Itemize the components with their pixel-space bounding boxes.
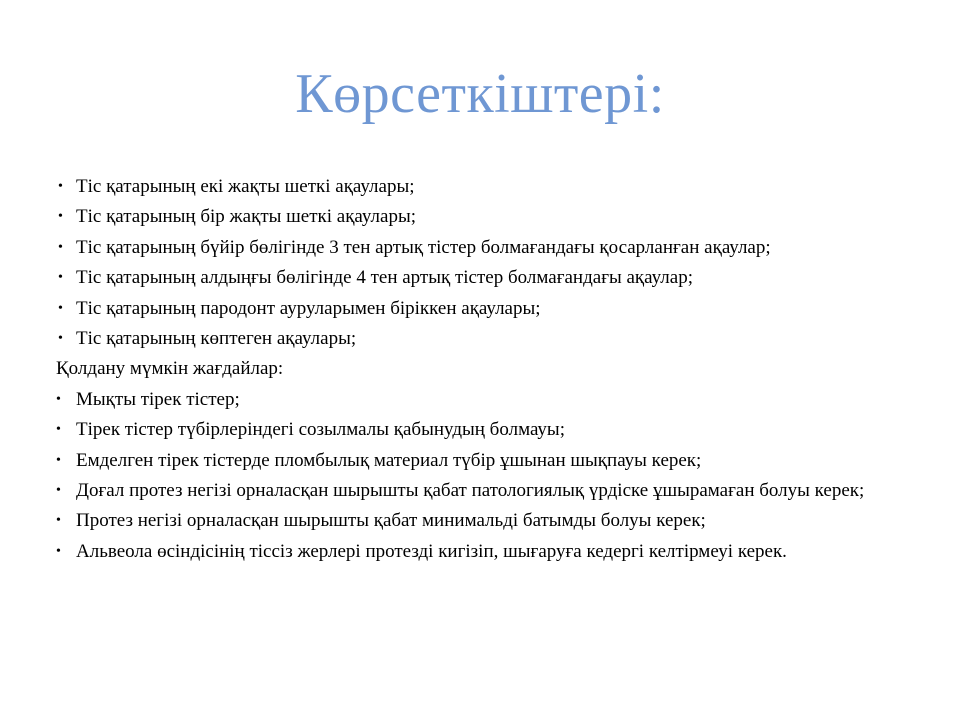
bullet-icon: • <box>58 300 63 316</box>
bullet-icon: • <box>56 422 61 438</box>
list-item-text: Тірек тістер түбірлеріндегі созылмалы қабынудың болмауы; <box>76 419 565 441</box>
list-item-text: Альвеола өсіндісінің тіссіз жерлері протезді кигізіп, шығаруға кедергі келтірмеуі керек. <box>76 540 787 562</box>
list-item-text: Тіс қатарының екі жақты шеткі ақаулары; <box>76 176 415 197</box>
list-item <box>56 478 916 504</box>
list-item-text: Протез негізі орналасқан шырышты қабат минимальді батымды болуы керек; <box>76 510 706 532</box>
list-item-text: Тіс қатарының бір жақты шеткі ақаулары; <box>76 206 417 228</box>
list-item-text: Доғал протез негізі орналасқан шырышты қабат патологиялық үрдіске ұшырамаған болуы керек; <box>76 479 865 501</box>
bullet-icon: • <box>58 239 63 255</box>
bullet-icon: • <box>56 513 61 529</box>
indications-list <box>56 174 916 352</box>
list-item-text: Мықты тірек тістер; <box>76 388 240 410</box>
conditions-heading: Қолдану мүмкін жағдайлар: <box>56 358 284 380</box>
bullet-icon: • <box>58 330 63 346</box>
list-item-text: Тіс қатарының бүйір бөлігінде 3 тен артық тістер болмағандағы қосарланған ақаулар; <box>76 236 771 258</box>
list-item-text: Емделген тірек тістерде пломбылық материал түбір ұшынан шықпауы керек; <box>76 449 702 471</box>
list-item <box>56 508 916 534</box>
list-item <box>56 265 916 291</box>
bullet-icon: • <box>56 391 61 407</box>
bullet-icon: • <box>58 270 63 286</box>
slide-content <box>56 174 916 569</box>
bullet-icon: • <box>58 209 63 225</box>
list-item <box>56 174 916 200</box>
list-item <box>56 235 916 261</box>
list-item-text: Тіс қатарының көптеген ақаулары; <box>76 327 357 349</box>
bullet-icon: • <box>58 179 63 194</box>
list-item-text: Тіс қатарының пародонт ауруларымен біріккен ақаулары; <box>76 297 541 319</box>
list-item <box>56 387 916 413</box>
conditions-list <box>56 387 916 565</box>
bullet-icon: • <box>56 452 61 468</box>
list-item <box>56 204 916 230</box>
bullet-icon: • <box>56 482 61 498</box>
bullet-icon: • <box>56 543 61 559</box>
list-item <box>56 326 916 352</box>
list-item <box>56 417 916 443</box>
list-item <box>56 296 916 322</box>
list-item <box>56 448 916 474</box>
list-item <box>56 539 916 565</box>
list-item-text: Тіс қатарының алдыңғы бөлігінде 4 тен артық тістер болмағандағы ақаулар; <box>76 267 693 289</box>
slide-title: Көрсеткіштері: <box>295 63 665 125</box>
